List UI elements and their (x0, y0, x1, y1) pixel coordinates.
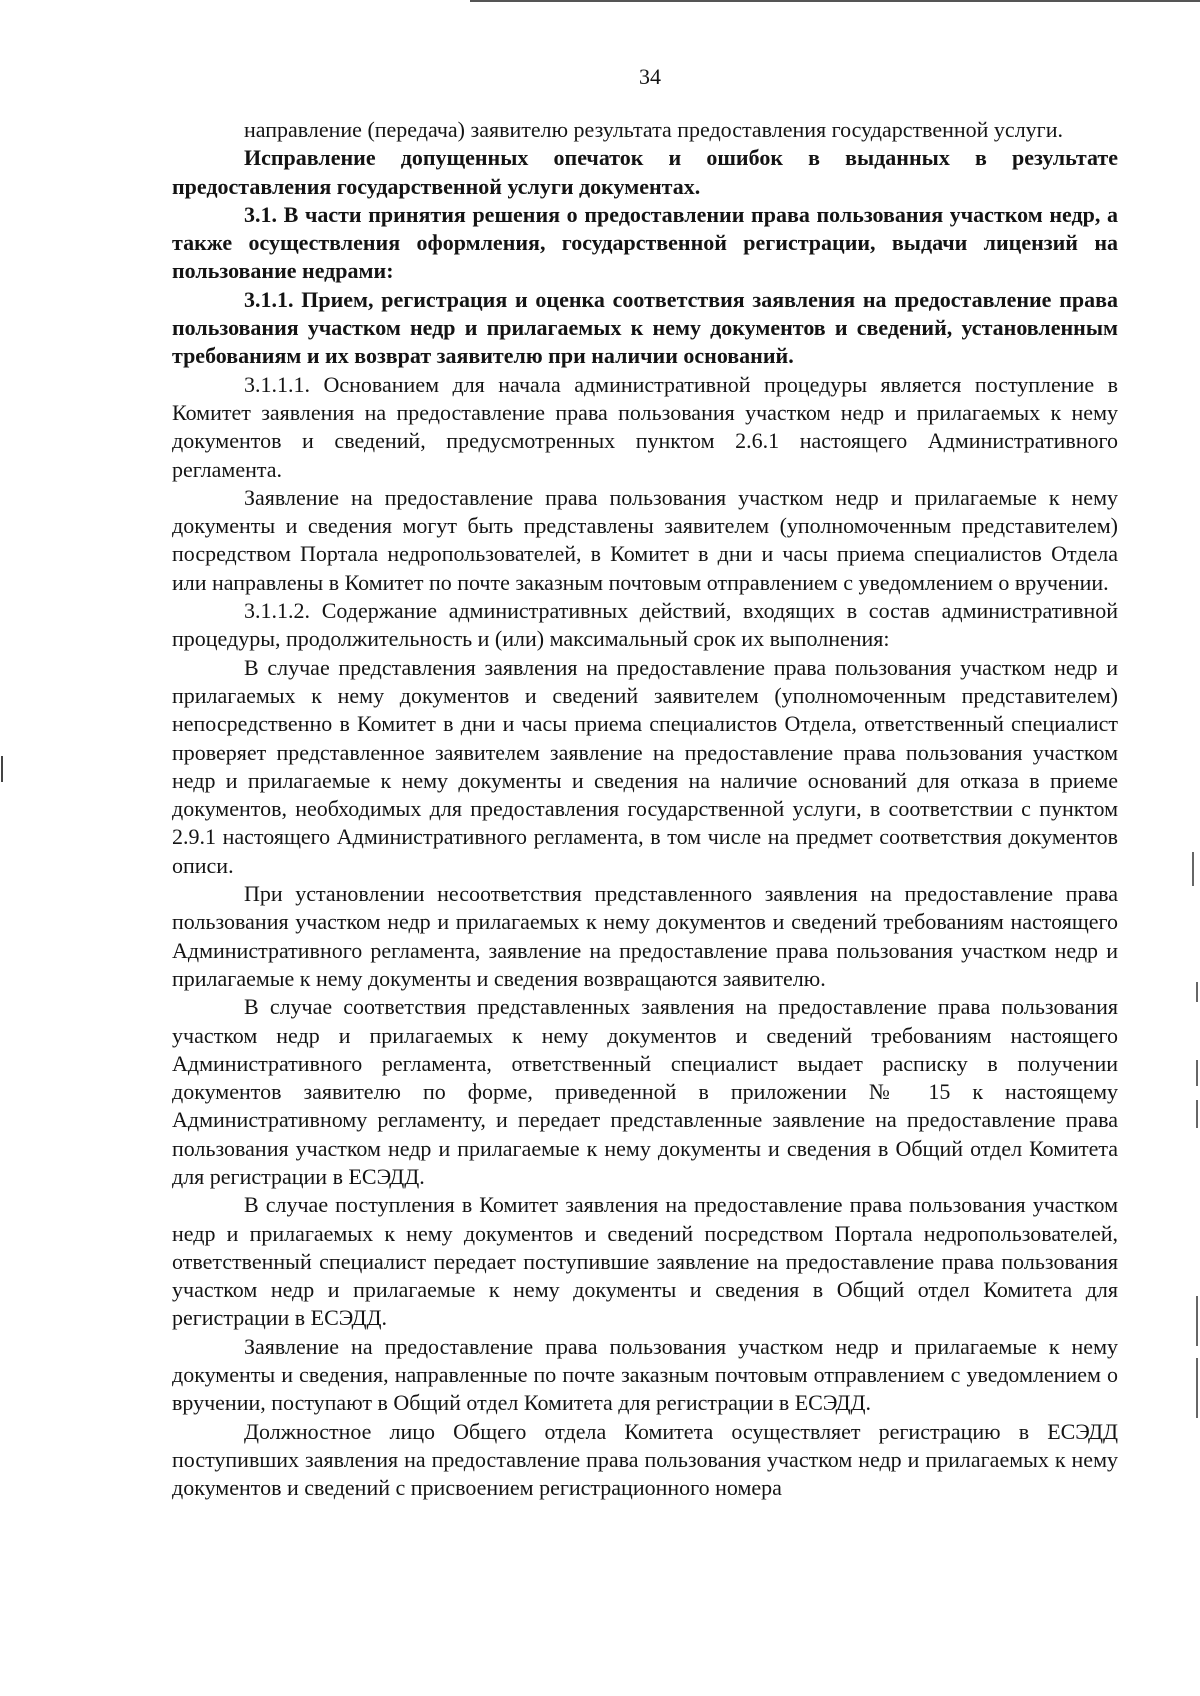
paragraph: В случае соответствия представленных заявления на предоставление права пользования участком недр и прилагаемых к нему документов и сведений требованиям настоящего Административного регламента, ответственный специалист выдает расписку в получении документов заявителю по форме, приведенной в приложении № 15 к настоящему Административному регламенту, и передает представленные заявление на предоставление права пользования участком недр и прилагаемые к нему документы и сведения в Общий отдел Комитета для регистрации в ЕСЭДД. (172, 994, 1118, 1189)
paragraph: Заявление на предоставление права пользования участком недр и прилагаемые к нему документы и сведения могут быть представлены заявителем (уполномоченным представителем) посредством Портала недропользователей, в Комитет в дни и часы приема специалистов Отдела или направлены в Комитет по почте заказным почтовым отправлением с уведомлением о вручении. (172, 484, 1118, 595)
scan-margin-mark (1196, 1358, 1198, 1418)
paragraph: Заявление на предоставление права пользования участком недр и прилагаемые к нему документы и сведения, направленные по почте заказным почтовым отправлением с уведомлением о вручении, поступают в Общий отдел Комитета для регистрации в ЕСЭДД. (172, 1333, 1118, 1416)
document-body (172, 116, 1118, 1503)
scan-margin-mark (1196, 1296, 1198, 1346)
section-heading: Исправление допущенных опечаток и ошибок в выданных в результате предоставления государственной услуги документах. (172, 145, 1118, 199)
scan-margin-mark (1196, 1060, 1198, 1086)
scan-edge-line (470, 0, 1200, 2)
paragraph: 3.1.1.2. Содержание административных действий, входящих в состав административной процедуры, продолжительность и (или) максимальный срок их выполнения: (172, 598, 1118, 652)
scan-margin-mark (1196, 982, 1198, 1002)
page-number: 34 (639, 64, 661, 89)
paragraph: В случае поступления в Комитет заявления на предоставление права пользования участком недр и прилагаемых к нему документов и сведений посредством Портала недропользователей, ответственный специалист передает поступившие заявление на предоставление права пользования участком недр и прилагаемые к нему документы и сведения в Общий отдел Комитета для регистрации в ЕСЭДД. (172, 1192, 1118, 1331)
paragraph: Должностное лицо Общего отдела Комитета осуществляет регистрацию в ЕСЭДД поступивших заявления на предоставление права пользования участком недр и прилагаемых к нему документов и сведений с присвоением регистрационного номера (172, 1418, 1118, 1501)
paragraph: направление (передача) заявителю результата предоставления государственной услуги. (244, 117, 1063, 142)
subsection-heading: 3.1.1. Прием, регистрация и оценка соответствия заявления на предоставление права пользования участком недр и прилагаемых к нему документов и сведений, установленным требованиям и их возврат заявителю при наличии оснований. (172, 286, 1118, 369)
paragraph: 3.1.1.1. Основанием для начала административной процедуры является поступление в Комитет заявления на предоставление права пользования участком недр и прилагаемых к нему документов и сведений, предусмотренных пунктом 2.6.1 настоящего Административного регламента. (172, 371, 1118, 482)
scan-margin-mark (1196, 1100, 1198, 1128)
paragraph: При установлении несоответствия представленного заявления на предоставление права пользования участком недр и прилагаемых к нему документов и сведений требованиям настоящего Административного регламента, заявление на предоставление права пользования участком недр и прилагаемые к нему документы и сведения возвращаются заявителю. (172, 881, 1118, 991)
section-heading: 3.1. В части принятия решения о предоставлении права пользования участком недр, а также осуществления оформления, государственной регистрации, выдачи лицензий на пользование недрами: (172, 201, 1118, 284)
paragraph: В случае представления заявления на предоставление права пользования участком недр и прилагаемых к нему документов и сведений заявителем (уполномоченным представителем) непосредственно в Комитет в дни и часы приема специалистов Отдела, ответственный специалист проверяет представленное заявителем заявление на предоставление права пользования участком недр и прилагаемые к нему документы и сведения на наличие оснований для отказа в приеме документов, необходимых для предоставления государственной услуги, в соответствии с пунктом 2.9.1 настоящего Административного регламента, в том числе на предмет соответствия документов описи. (172, 654, 1118, 878)
scan-margin-mark (1192, 852, 1194, 886)
scan-margin-mark (1, 756, 3, 782)
